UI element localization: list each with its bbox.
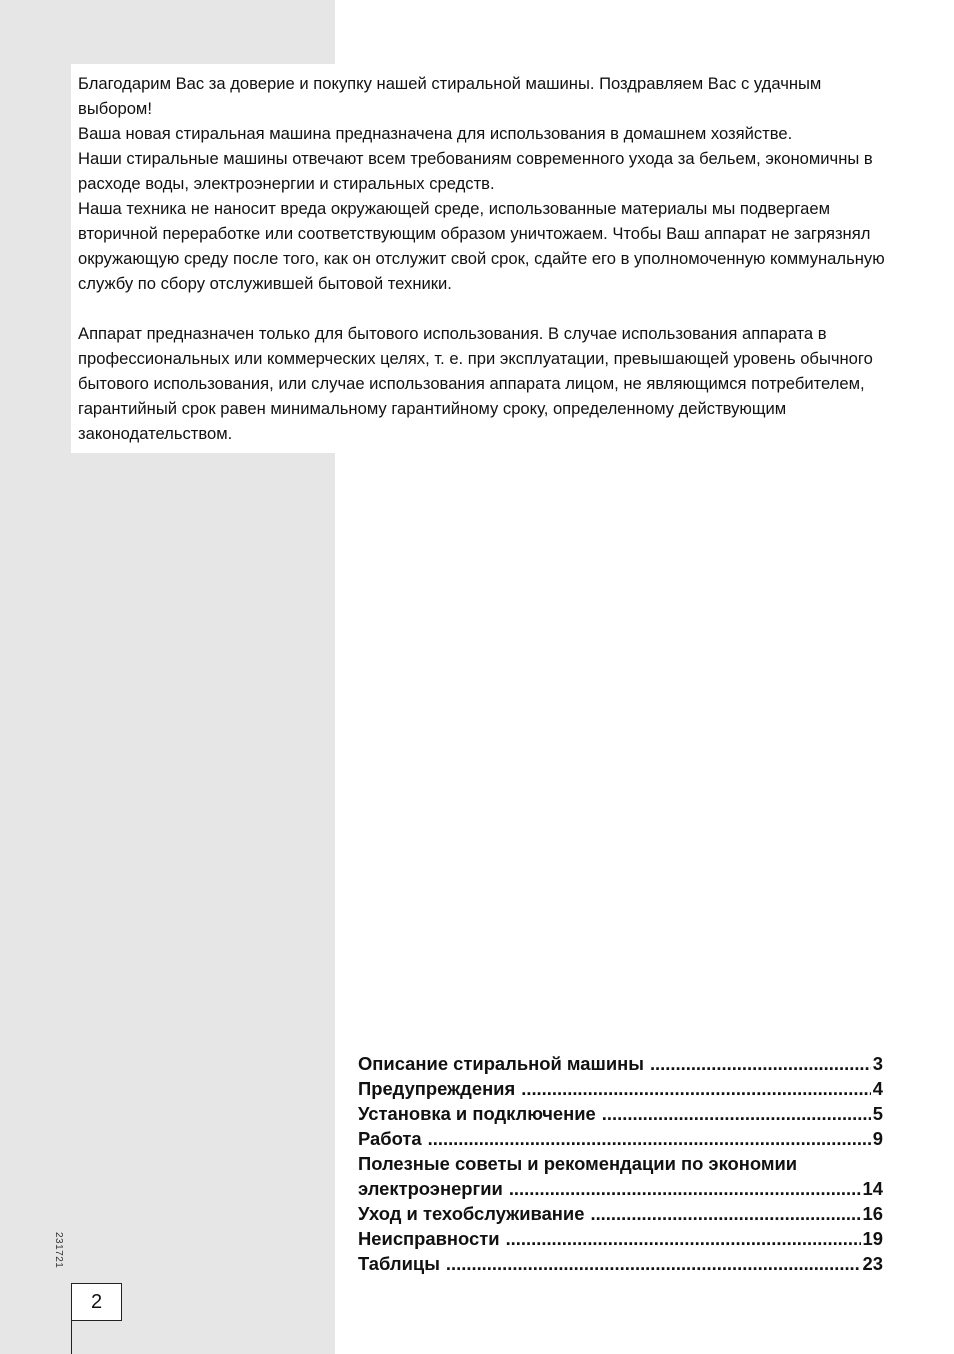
- toc-item-page: 9: [872, 1128, 883, 1149]
- toc-item[interactable]: [358, 1101, 883, 1126]
- intro-paragraph: Аппарат предназначен только для бытового использования. В случае использования аппарата в профессиональных или коммерческих целях, т. е. при эксплуатации, превышающей уровень обычного бытового использования, или случае использования аппарата лицом, не являющимся потребителем, гарантийный срок равен минимальному гарантийному сроку, определенному действующим законодательством.: [78, 324, 873, 443]
- toc-item[interactable]: [358, 1176, 883, 1201]
- toc-item[interactable]: [358, 1126, 883, 1151]
- intro-paragraph: Ваша новая стиральная машина предназначена для использования в домашнем хозяйстве.: [78, 124, 793, 143]
- toc-leader-dots: [428, 1126, 871, 1151]
- page-number: 2: [71, 1283, 122, 1321]
- toc-leader-dots: [509, 1176, 861, 1201]
- toc-item-label: Работа: [358, 1128, 422, 1149]
- intro-paragraph: Наша техника не наносит вреда окружающей среде, использованные материалы мы подвергаем вторичной переработке или соответствующим образом уничтожаем. Чтобы Ваш аппарат не загрязнял окружающую среду после того, как он отслужит свой срок, сдайте его в уполномоченную коммунальную службу по сбору отслужившей бытовой техники.: [78, 199, 885, 293]
- toc-item-page: 3: [872, 1053, 883, 1074]
- toc-item-label: Описание стиральной машины: [358, 1053, 644, 1074]
- toc-item[interactable]: [358, 1076, 883, 1101]
- toc-leader-dots: [446, 1251, 861, 1276]
- intro-text: [78, 71, 888, 446]
- toc-item-page: 16: [862, 1203, 883, 1224]
- toc-item-page: 19: [862, 1228, 883, 1249]
- toc-item[interactable]: [358, 1226, 883, 1251]
- toc-leader-dots: [602, 1101, 871, 1126]
- toc-item-label: Неисправности: [358, 1228, 500, 1249]
- intro-paragraph: Наши стиральные машины отвечают всем требованиям современного ухода за бельем, экономичны в расходе воды, электроэнергии и стиральных средств.: [78, 149, 873, 193]
- toc-item-label: Предупреждения: [358, 1078, 516, 1099]
- table-of-contents: [358, 1051, 883, 1276]
- toc-item-page: 5: [872, 1103, 883, 1124]
- toc-leader-dots: [521, 1076, 871, 1101]
- toc-leader-dots: [506, 1226, 861, 1251]
- toc-item-label: электроэнергии: [358, 1178, 503, 1199]
- toc-item-label: Таблицы: [358, 1253, 440, 1274]
- toc-item-page: 4: [872, 1078, 883, 1099]
- page-number-rule: [71, 1320, 72, 1354]
- toc-item[interactable]: [358, 1151, 883, 1176]
- toc-item-label: Полезные советы и рекомендации по экономии: [358, 1153, 798, 1174]
- toc-leader-dots: [650, 1051, 871, 1076]
- toc-item-label: Уход и техобслуживание: [358, 1203, 585, 1224]
- toc-item-label: Установка и подключение: [358, 1103, 596, 1124]
- toc-item[interactable]: [358, 1051, 883, 1076]
- toc-leader-dots: [590, 1201, 860, 1226]
- toc-item[interactable]: [358, 1251, 883, 1276]
- toc-item[interactable]: [358, 1201, 883, 1226]
- document-code: 231721: [53, 1232, 64, 1269]
- toc-item-page: 14: [862, 1178, 883, 1199]
- toc-item-page: 23: [862, 1253, 883, 1274]
- intro-paragraph: Благодарим Вас за доверие и покупку нашей стиральной машины. Поздравляем Вас с удачным выбором!: [78, 74, 822, 118]
